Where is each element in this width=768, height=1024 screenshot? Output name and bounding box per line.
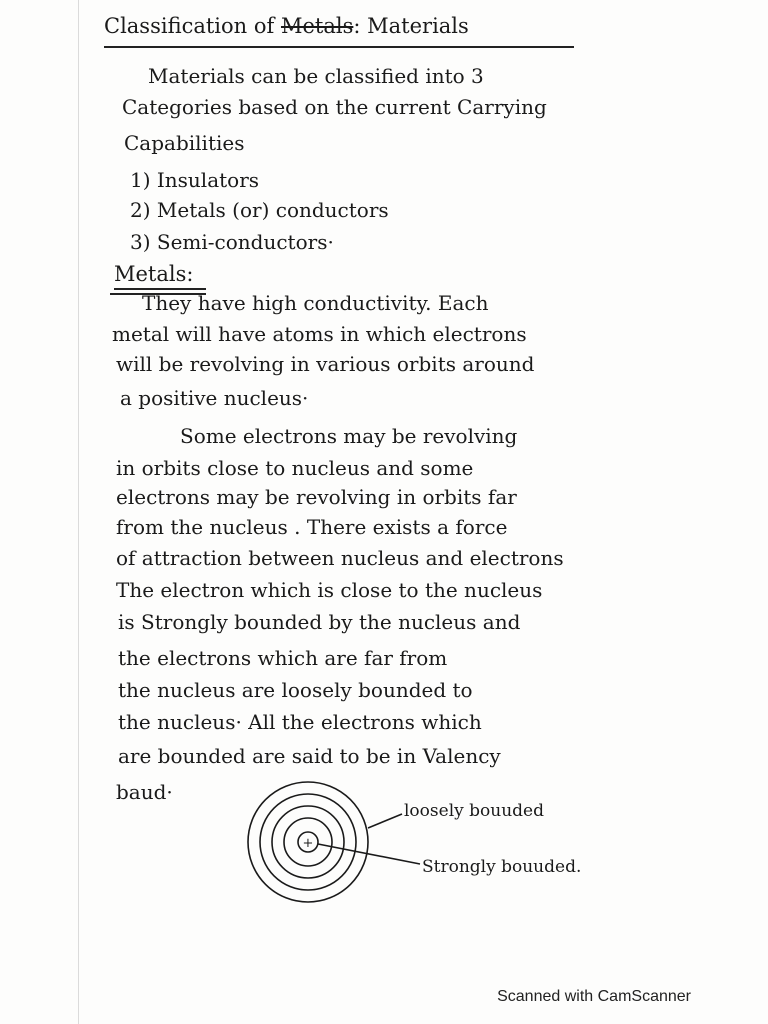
list-item: 1) Insulators (130, 168, 260, 192)
para2-line: are bounded are said to be in Valency (118, 744, 501, 768)
leader-line-inner (318, 844, 420, 864)
para2-line: the electrons which are far from (118, 646, 448, 670)
para2-line: baud· (116, 780, 173, 804)
title-prefix: Classification (104, 14, 248, 38)
page-title (104, 14, 469, 38)
atom-diagram-svg (220, 780, 640, 910)
para1-line: will be revolving in various orbits around (116, 352, 535, 376)
para2-line: the nucleus are loosely bounded to (118, 678, 473, 702)
list-item: 2) Metals (or) conductors (130, 198, 389, 222)
para2-line: electrons may be revolving in orbits far (116, 485, 517, 509)
intro-line-3: Capabilities (124, 131, 245, 155)
para2-line: in orbits close to nucleus and some (116, 456, 474, 480)
scanner-watermark: Scanned with CamScanner (497, 988, 691, 1005)
para2-line: of attraction between nucleus and electrons (116, 546, 564, 570)
heading-underline (114, 288, 206, 290)
margin-line (78, 0, 79, 1024)
section-heading (114, 262, 193, 286)
title-colon: : (353, 14, 361, 38)
title-underline (104, 46, 574, 48)
para1-line: a positive nucleus· (120, 386, 309, 410)
title-struck-word: Metals (280, 14, 354, 38)
para1-line: metal will have atoms in which electrons (112, 322, 527, 346)
intro-line-2: Categories based on the current Carrying (122, 95, 547, 119)
leader-line-outer (368, 814, 402, 828)
para1-line: They have high conductivity. Each (142, 291, 489, 315)
para2-line: Some electrons may be revolving (180, 424, 518, 448)
label-loosely-bounded: loosely bouuded (404, 801, 544, 821)
para2-line: is Strongly bounded by the nucleus and (118, 610, 521, 634)
list-item: 3) Semi-conductors· (130, 230, 334, 254)
label-strongly-bounded: Strongly bouuded. (422, 857, 582, 877)
title-corrected-word: Materials (367, 14, 469, 38)
nucleus-plus-icon: + (302, 836, 314, 851)
atom-diagram (220, 780, 640, 910)
para2-line: the nucleus· All the electrons which (118, 710, 482, 734)
para2-line: The electron which is close to the nucleus (116, 578, 543, 602)
title-of: of (253, 14, 275, 38)
para2-line: from the nucleus . There exists a force (116, 515, 508, 539)
intro-line-1: Materials can be classified into 3 (148, 64, 484, 88)
section-heading-text: Metals: (114, 262, 194, 286)
